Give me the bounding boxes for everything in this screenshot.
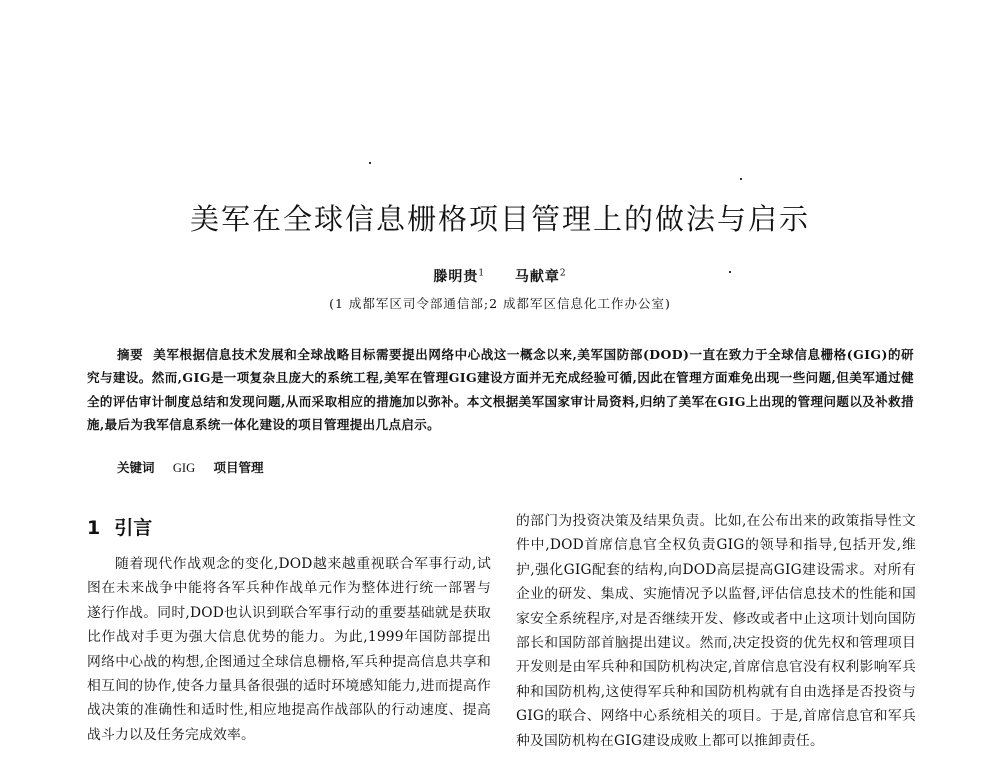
author-name: 马献章 [514,269,560,285]
keywords-label: 关键词 [117,460,155,475]
scan-dot-right [740,178,742,180]
keyword: GIG [172,461,196,475]
section-number: 1 [87,517,101,539]
abstract-label: 摘要 [117,347,144,362]
abstract-text: 美军根据信息技术发展和全球战略目标需要提出网络中心战这一概念以来,美军国防部(DOD)一直在致力于全球信息栅格(GIG)的研究与建设。然而,GIG是一项复杂且庞大的系统工程,美军在管理GIG建设方面并无充成经验可循,因此在管理方面难免出现一些问题,但美军通过健全的评估审计制度总结和发现问题,从而采取相应的措施加以弥补。本文根据美军国家审计局资料,归纳了美军在GIG上出现的管理问题以及补救措施,最后为我军信息系统一体化建设的项目管理提出几点启示。 [87,347,915,432]
section-title: 引言 [114,517,153,539]
body-left-column: 随着现代作战观念的变化,DOD越来越重视联合军事行动,试图在未来战争中能将各军兵种作战单元作为整体进行统一部署与遂行作战。同时,DOD也认识到联合军事行动的重要基础就是获取比作战对手更为强大信息优势的能力。为此,1999年国防部提出网络中心战的构想,企图通过全球信息栅格,军兵种提高信息共享和相互间的协作,使各力量具备很强的适时环境感知能力,进而提高作战决策的准确性和适时性,相应地提高作战部队的行动速度、提高战斗力以及任务完成效率。 [87,556,491,743]
author-name: 滕明贵 [433,269,479,285]
section-heading [87,513,152,540]
scan-dot-top [369,162,371,164]
affiliation-mark: 2 [559,268,567,279]
keyword: 项目管理 [213,460,264,475]
affiliations: (1 成都军区司令部通信部;2 成都军区信息化工作办公室) [329,296,671,311]
keywords-line [117,458,277,476]
abstract [87,343,914,436]
article-title: 美军在全球信息栅格项目管理上的做法与启示 [189,202,810,236]
body-right-column: 的部门为投资决策及结果负责。比如,在公布出来的政策指导性文件中,DOD首席信息官全权负责GIG的领导和指导,包括开发,维护,强化GIG配套的结构,向DOD高层提高GIG建设需求。对所有企业的研发、集成、实施情况予以监督,评估信息技术的性能和国家安全系统程序,对是否继续开发、修改或者中止这项计划向国防部长和国防部首脑提出建议。然而,决定投资的优先权和管理项目开发则是由军兵种和国防机构决定,首席信息官没有权利影响军兵种和国防机构,这使得军兵种和国防机构就有自由选择是否投资与GIG的联合、网络中心系统相关的项目。于是,首席信息官和军兵种及国防机构在GIG建设成败上都可以推卸责任。 [516,513,916,749]
authors-line [0,266,1000,286]
affiliation-mark: 1 [478,268,486,279]
